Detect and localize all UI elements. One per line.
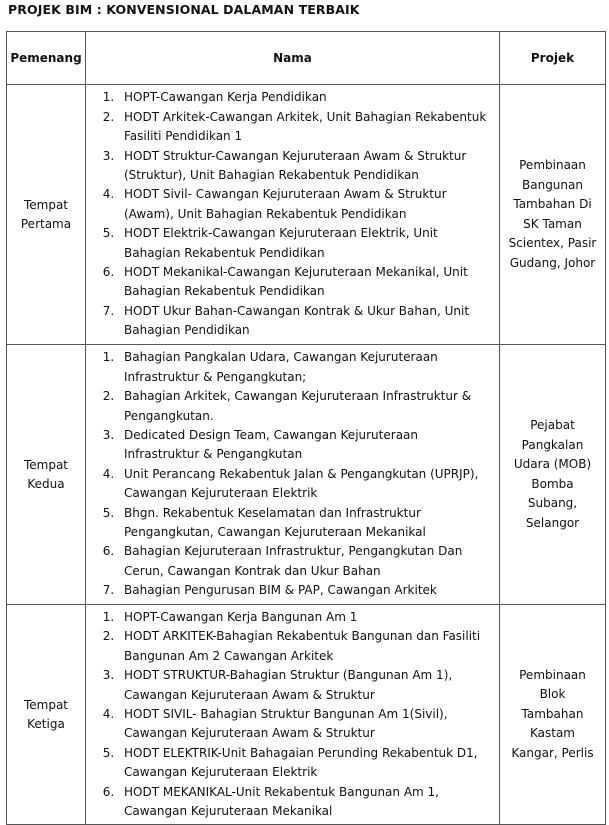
results-table (6, 31, 606, 825)
project-line: Tambahan (521, 706, 584, 721)
list-item: 2. HODT ARKITEK-Bahagian Rekabentuk Bangunan dan Fasiliti Bangunan Am 2 Cawangan Arkitek (118, 627, 493, 666)
names-cell (86, 345, 500, 605)
project-line: Selangor (525, 515, 580, 530)
list-item: 2. Bahagian Arkitek, Cawangan Kejuruteraan Infrastruktur & Pengangkutan. (118, 387, 493, 426)
list-item: 1. Bahagian Pangkalan Udara, Cawangan Kejuruteraan Infrastruktur & Pengangkutan; (118, 348, 493, 387)
list-item: 3. HODT STRUKTUR-Bahagian Struktur (Bangunan Am 1), Cawangan Kejuruteraan Awam & Struktur (118, 666, 493, 705)
project-line: Kastam (529, 726, 575, 741)
project-cell (500, 605, 606, 825)
name-list (86, 345, 499, 603)
table-row (7, 345, 606, 605)
column-header-projek: Projek (500, 32, 606, 85)
project-line: Kangar, Perlis (511, 745, 594, 760)
column-header-nama: Nama (86, 32, 500, 85)
project-line: Tambahan Di (513, 197, 592, 211)
table-row (7, 605, 606, 825)
list-item: 2. HODT Arkitek-Cawangan Arkitek, Unit Bahagian Rekabentuk Fasiliti Pendidikan 1 (118, 108, 493, 147)
list-item: 5. HODT ELEKTRIK-Unit Bahagaian Perunding Rekabentuk D1, Cawangan Kejuruteraan Elektrik (118, 744, 493, 783)
list-item: 4. HODT SIVIL- Bahagian Struktur Bangunan Am 1(Sivil), Cawangan Kejuruteraan Awam & Struktur (118, 705, 493, 744)
names-cell (86, 605, 500, 825)
column-header-pemenang: Pemenang (7, 32, 86, 85)
winner-line: Pertama (20, 216, 72, 231)
list-item: 5. HODT Elektrik-Cawangan Kejuruteraan Elektrik, Unit Bahagian Rekabentuk Pendidikan (118, 224, 493, 263)
project-cell (500, 345, 606, 605)
list-item: 1. HOPT-Cawangan Kerja Bangunan Am 1 (118, 608, 493, 627)
project-line: Pembinaan (519, 667, 586, 682)
list-item: 6. HODT Mekanikal-Cawangan Kejuruteraan Mekanikal, Unit Bahagian Rekabentuk Pendidikan (118, 263, 493, 302)
list-item: 1. HOPT-Cawangan Kerja Pendidikan (118, 88, 493, 107)
project-line: Pangkalan (521, 437, 584, 452)
project-line: Scientex, Pasir (508, 236, 597, 250)
name-list (86, 85, 499, 343)
list-item: 7. Bahagian Pengurusan BIM & PAP, Cawangan Arkitek (118, 581, 493, 600)
list-item: 7. HODT Ukur Bahan-Cawangan Kontrak & Ukur Bahan, Unit Bahagian Pendidikan (118, 302, 493, 341)
list-item: 4. Unit Perancang Rekabentuk Jalan & Pengangkutan (UPRJP), Cawangan Kejuruteraan Elektrik (118, 465, 493, 504)
list-item: 4. HODT Sivil- Cawangan Kejuruteraan Awam & Struktur (Awam), Unit Bahagian Rekabentuk Pendidikan (118, 185, 493, 224)
winner-line: Tempat (23, 697, 69, 712)
project-line: Blok (539, 687, 566, 702)
page-title: PROJEK BIM : KONVENSIONAL DALAMAN TERBAIK (8, 2, 360, 17)
project-line: Udara (MOB) (513, 457, 592, 471)
project-cell (500, 85, 606, 345)
table-header-row (7, 32, 606, 85)
winner-line: Tempat (23, 197, 69, 212)
list-item: 5. Bhgn. Rekabentuk Keselamatan dan Infrastruktur Pengangkutan, Cawangan Kejuruteraan Mekanikal (118, 504, 493, 543)
winner-line: Tempat (23, 457, 69, 472)
winner-cell (7, 345, 86, 605)
list-item: 6. HODT MEKANIKAL-Unit Rekabentuk Bangunan Am 1, Cawangan Kejuruteraan Mekanikal (118, 783, 493, 822)
winner-line: Ketiga (27, 716, 65, 731)
project-line: SK Taman (523, 216, 582, 231)
project-line: Gudang, Johor (509, 255, 596, 270)
winner-line: Kedua (27, 476, 65, 491)
list-item: 3. Dedicated Design Team, Cawangan Kejuruteraan Infrastruktur & Pengangkutan (118, 426, 493, 465)
project-line: Pembinaan (519, 158, 586, 172)
list-item: 3. HODT Struktur-Cawangan Kejuruteraan Awam & Struktur (Struktur), Unit Bahagian Rekabentuk Pendidikan (118, 147, 493, 186)
name-list (86, 605, 499, 824)
project-line: Bangunan (522, 177, 583, 192)
winner-cell (7, 85, 86, 345)
winner-cell (7, 605, 86, 825)
names-cell (86, 85, 500, 345)
project-line: Bomba (531, 476, 574, 491)
project-line: Subang, (527, 496, 578, 510)
table-row (7, 85, 606, 345)
project-line: Pejabat (530, 418, 575, 432)
list-item: 6. Bahagian Kejuruteraan Infrastruktur, Pengangkutan Dan Cerun, Cawangan Kontrak dan Ukur Bahan (118, 542, 493, 581)
